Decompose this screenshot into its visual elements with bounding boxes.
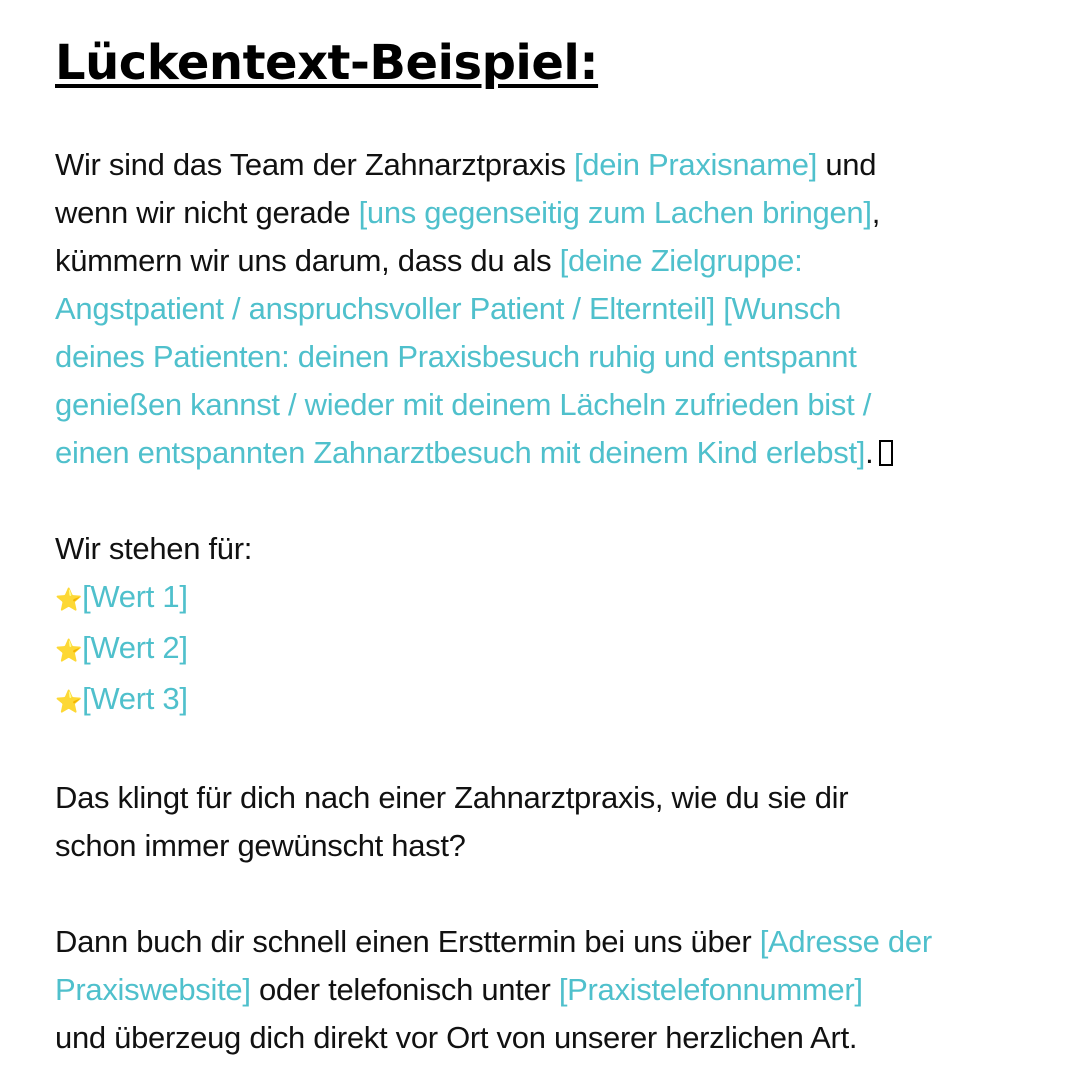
- intro-line-5: deines Patienten: deinen Praxisbesuch ruhig und entspannt: [55, 339, 857, 374]
- intro-line-7: einen entspannten Zahnarztbesuch mit deinem Kind erlebst].: [55, 429, 1045, 477]
- placeholder-telefon: [Praxistelefonnummer]: [558, 972, 863, 1007]
- body-text: [55, 141, 1045, 1062]
- star-icon: ⭐: [55, 587, 83, 612]
- page-title: Lückentext-Beispiel:: [55, 35, 599, 91]
- values-heading: Wir stehen für:: [55, 531, 253, 566]
- cta-paragraph: [55, 918, 1045, 1062]
- cta-line-3: und überzeug dich direkt vor Ort von unserer herzlichen Art.: [55, 1020, 858, 1055]
- star-icon: ⭐: [55, 689, 83, 714]
- page: [55, 30, 1045, 1062]
- intro-line-4: Angstpatient / anspruchsvoller Patient / Elternteil] [Wunsch: [55, 291, 842, 326]
- intro-line-3: kümmern wir uns darum, dass du als [deine Zielgruppe:: [55, 243, 803, 278]
- placeholder-zielgruppe: [deine Zielgruppe:: [559, 243, 803, 278]
- intro-line-6: genießen kannst / wieder mit deinem Lächeln zufrieden bist /: [55, 387, 872, 422]
- placeholder-praxisname: [dein Praxisname]: [573, 147, 818, 182]
- placeholder-lachen: [uns gegenseitig zum Lachen bringen]: [358, 195, 872, 230]
- value-item-2: ⭐[Wert 2]: [55, 630, 188, 665]
- intro-line-1: Wir sind das Team der Zahnarztpraxis [dein Praxisname] und: [55, 147, 877, 182]
- values-section: [55, 525, 1045, 726]
- cta-line-1: Dann buch dir schnell einen Ersttermin bei uns über [Adresse der: [55, 924, 932, 959]
- placeholder-website: [Adresse der: [759, 924, 932, 959]
- missing-emoji-icon: [879, 440, 893, 466]
- placeholder-wunsch-end: einen entspannten Zahnarztbesuch mit deinem Kind erlebst]: [55, 435, 866, 470]
- intro-paragraph: [55, 141, 1045, 477]
- value-item-1: ⭐[Wert 1]: [55, 579, 188, 614]
- question-paragraph: Das klingt für dich nach einer Zahnarztpraxis, wie du sie dir schon immer gewünscht hast?: [55, 780, 849, 863]
- star-icon: ⭐: [55, 638, 83, 663]
- value-item-3: ⭐[Wert 3]: [55, 681, 188, 716]
- intro-line-2: wenn wir nicht gerade [uns gegenseitig zum Lachen bringen],: [55, 195, 881, 230]
- cta-line-2: Praxiswebsite] oder telefonisch unter [Praxistelefonnummer]: [55, 972, 863, 1007]
